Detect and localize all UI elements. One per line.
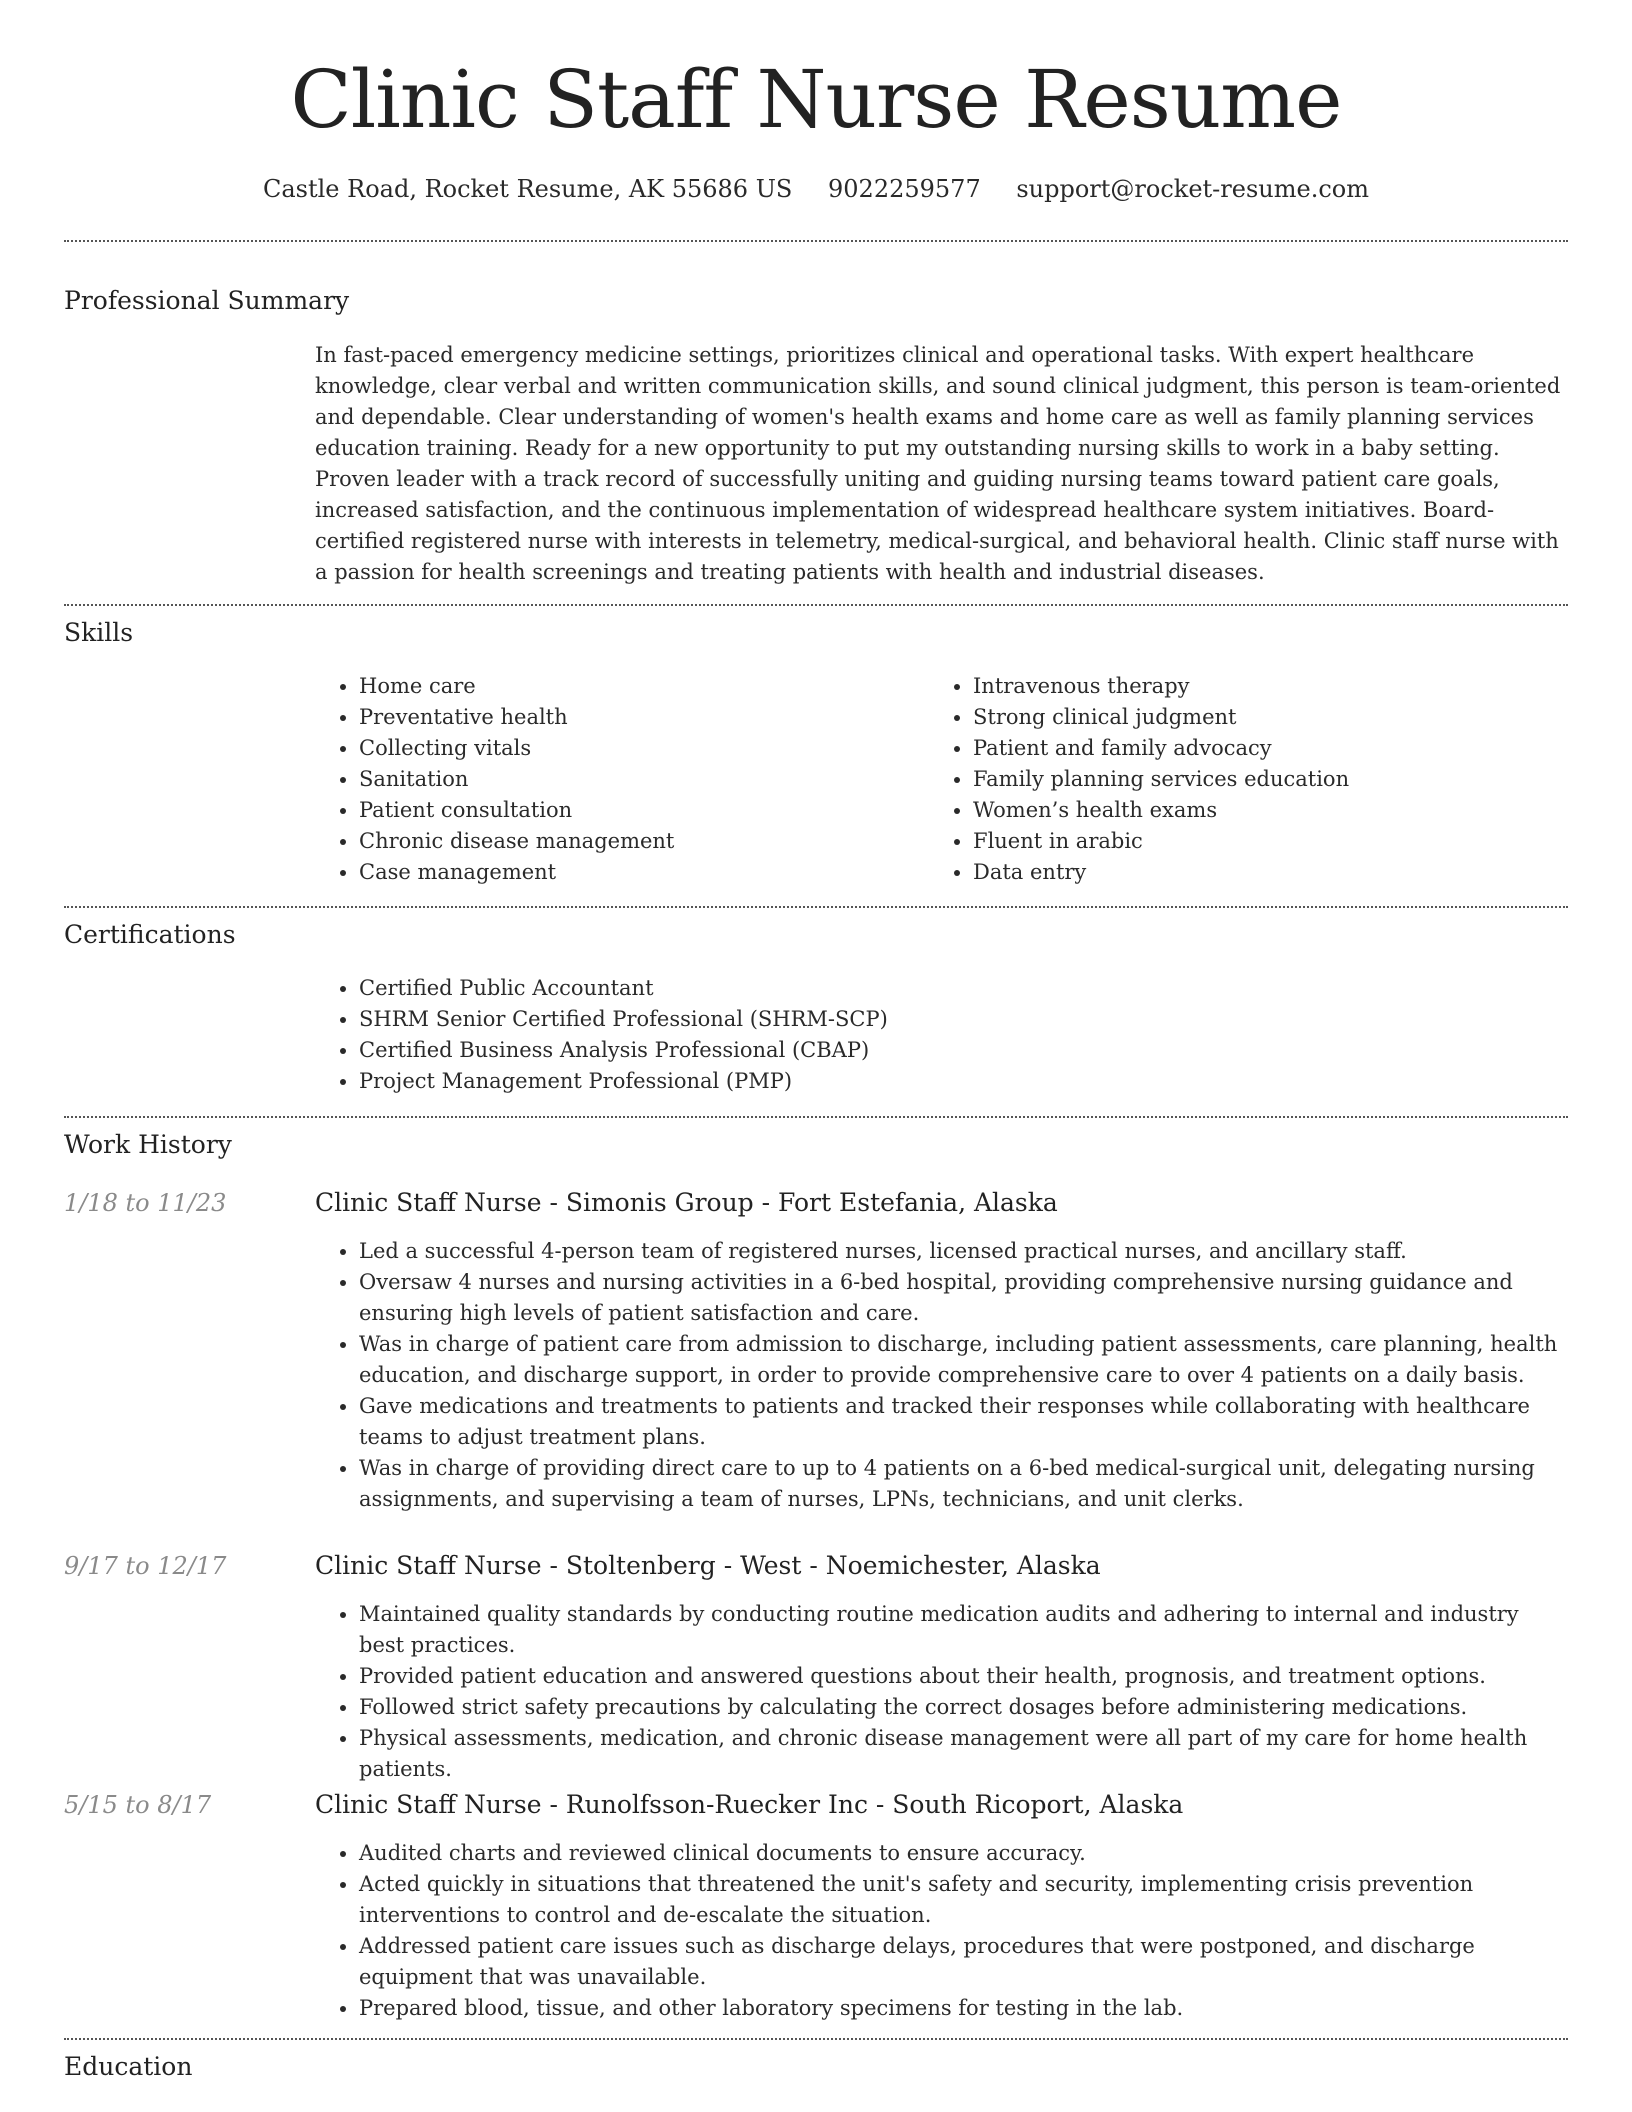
job-title: Clinic Staff Nurse - Simonis Group - Fort Estefania, Alaska (315, 1188, 1058, 1217)
section-divider (64, 906, 1568, 908)
page-title: Clinic Staff Nurse Resume (290, 53, 1342, 146)
certification-item: • Project Management Professional (PMP) (359, 1066, 888, 1097)
skill-item: • Home care (359, 671, 674, 702)
certification-item: • SHRM Senior Certified Professional (SHRM-SCP) (359, 1004, 888, 1035)
summary-heading: Professional Summary (64, 286, 350, 315)
skill-item: • Case management (359, 857, 674, 888)
job-bullets (315, 1236, 1568, 1515)
job-title: Clinic Staff Nurse - Runolfsson-Ruecker Inc - South Ricoport, Alaska (315, 1790, 1184, 1819)
skill-item: • Patient consultation (359, 795, 674, 826)
job-bullet: • Oversaw 4 nurses and nursing activities in a 6-bed hospital, providing comprehensive nursing guidance and ensuring high levels of patient satisfaction and care. (359, 1267, 1568, 1329)
job-bullet: • Addressed patient care issues such as discharge delays, procedures that were postponed, and discharge equipment that was unavailable. (359, 1931, 1568, 1993)
skills-list-right (929, 671, 1349, 888)
skill-item: • Chronic disease management (359, 826, 674, 857)
skills-heading: Skills (64, 618, 134, 647)
job-bullet: • Led a successful 4-person team of registered nurses, licensed practical nurses, and ancillary staff. (359, 1236, 1568, 1267)
skills-list-left (315, 671, 674, 888)
job-bullets (315, 1599, 1568, 1785)
skill-item: • Data entry (973, 857, 1349, 888)
job-bullet: • Followed strict safety precautions by calculating the correct dosages before administering medications. (359, 1692, 1568, 1723)
job-dates: 9/17 to 12/17 (64, 1552, 227, 1580)
section-divider (64, 2038, 1568, 2040)
job-bullet: • Maintained quality standards by conducting routine medication audits and adhering to internal and industry best practices. (359, 1599, 1568, 1661)
skill-item: • Women’s health exams (973, 795, 1349, 826)
skill-item: • Strong clinical judgment (973, 702, 1349, 733)
certification-item: • Certified Business Analysis Professional (CBAP) (359, 1035, 888, 1066)
certifications-heading: Certifications (64, 920, 236, 949)
job-bullet: • Acted quickly in situations that threatened the unit's safety and security, implementing crisis prevention interventions to control and de-escalate the situation. (359, 1869, 1568, 1931)
email-link[interactable]: support@rocket-resume.com (1016, 175, 1369, 203)
work-history-heading: Work History (64, 1130, 232, 1159)
summary-text: In fast-paced emergency medicine settings, prioritizes clinical and operational tasks. With expert healthcare knowledge, clear verbal and written communication skills, and sound clinical judgment, this person is team-oriented and dependable. Clear understanding of women's health exams and home care as well as family planning services education training. Ready for a new opportunity to put my outstanding nursing skills to work in a baby setting. Proven leader with a track record of successfully uniting and guiding nursing teams toward patient care goals, increased satisfaction, and the continuous implementation of widespread healthcare system initiatives. Board-certified registered nurse with interests in telemetry, medical-surgical, and behavioral health. Clinic staff nurse with a passion for health screenings and treating patients with health and industrial diseases. (315, 343, 1561, 584)
certification-item: • Certified Public Accountant (359, 973, 888, 1004)
job-bullet: • Gave medications and treatments to patients and tracked their responses while collaborating with healthcare teams to adjust treatment plans. (359, 1391, 1568, 1453)
section-divider (64, 604, 1568, 606)
address-text: Castle Road, Rocket Resume, AK 55686 US (263, 175, 793, 203)
job-bullet: • Physical assessments, medication, and chronic disease management were all part of my care for home health patients. (359, 1723, 1568, 1785)
certifications-list (315, 973, 888, 1097)
skill-item: • Collecting vitals (359, 733, 674, 764)
skill-item: • Sanitation (359, 764, 674, 795)
skill-item: • Fluent in arabic (973, 826, 1349, 857)
job-bullet: • Audited charts and reviewed clinical documents to ensure accuracy. (359, 1838, 1568, 1869)
job-bullet: • Provided patient education and answered questions about their health, prognosis, and treatment options. (359, 1661, 1568, 1692)
skill-item: • Patient and family advocacy (973, 733, 1349, 764)
job-bullet: • Was in charge of providing direct care to up to 4 patients on a 6-bed medical-surgical unit, delegating nursing assignments, and supervising a team of nurses, LPNs, technicians, and unit clerks. (359, 1453, 1568, 1515)
job-bullet: • Was in charge of patient care from admission to discharge, including patient assessments, care planning, health education, and discharge support, in order to provide comprehensive care to over 4 patients on a daily basis. (359, 1329, 1568, 1391)
contact-line (0, 171, 1632, 207)
job-bullets (315, 1838, 1568, 2024)
section-divider (64, 1116, 1568, 1118)
job-bullet: • Prepared blood, tissue, and other laboratory specimens for testing in the lab. (359, 1993, 1568, 2024)
education-heading: Education (64, 2052, 193, 2081)
section-divider (64, 240, 1568, 242)
job-dates: 1/18 to 11/23 (64, 1189, 227, 1217)
skill-item: • Preventative health (359, 702, 674, 733)
skill-item: • Intravenous therapy (973, 671, 1349, 702)
job-title: Clinic Staff Nurse - Stoltenberg - West - Noemichester, Alaska (315, 1551, 1101, 1580)
phone-text: 9022259577 (828, 175, 981, 203)
job-dates: 5/15 to 8/17 (64, 1791, 212, 1819)
skill-item: • Family planning services education (973, 764, 1349, 795)
